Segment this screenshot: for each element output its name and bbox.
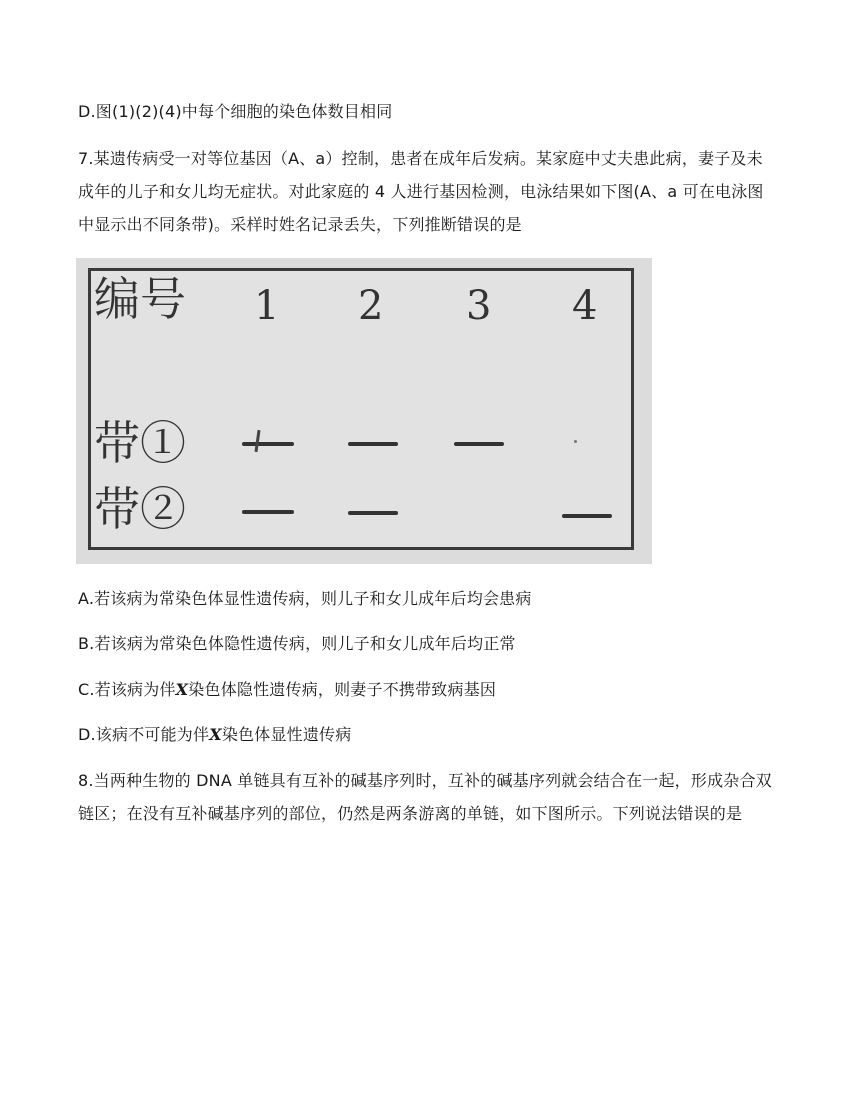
option-b: B.若该病为常染色体隐性遗传病，则儿子和女儿成年后均正常 bbox=[78, 634, 516, 653]
question-7-line-3: 中显示出不同条带)。采样时姓名记录丢失，下列推断错误的是 bbox=[78, 215, 522, 234]
column-label-4: 4 bbox=[572, 283, 598, 329]
question-8-line-1: 8.当两种生物的 DNA 单链具有互补的碱基序列时，互补的碱基序列就会结合在一起，形成杂合双 bbox=[78, 771, 772, 790]
option-d-x: X bbox=[209, 725, 222, 744]
option-c-post: 染色体隐性遗传病，则妻子不携带致病基因 bbox=[188, 680, 497, 699]
option-d-pre: D.该病不可能为伴 bbox=[78, 725, 210, 744]
option-d-previous: D.图(1)(2)(4)中每个细胞的染色体数目相同 bbox=[78, 102, 393, 121]
band-2-lane-1 bbox=[242, 510, 294, 514]
option-c-pre: C.若该病为伴 bbox=[78, 680, 176, 699]
option-d-post: 染色体显性遗传病 bbox=[221, 725, 352, 744]
question-8-line-2: 链区；在没有互补碱基序列的部位，仍然是两条游离的单链，如下图所示。下列说法错误的是 bbox=[78, 804, 743, 823]
lane-4-speck bbox=[574, 440, 577, 443]
band-1-label: 带① bbox=[94, 416, 186, 470]
option-a: A.若该病为常染色体显性遗传病，则儿子和女儿成年后均会患病 bbox=[78, 589, 532, 608]
option-d bbox=[78, 725, 351, 745]
option-c-x: X bbox=[175, 680, 189, 699]
band-2-lane-4 bbox=[562, 514, 612, 518]
band-1-lane-3 bbox=[454, 442, 504, 446]
column-label-3: 3 bbox=[466, 283, 492, 329]
figure-header-label: 编号 bbox=[94, 272, 186, 326]
question-7-line-1: 7.某遗传病受一对等位基因（A、a）控制，患者在成年后发病。某家庭中丈夫患此病，妻子及未 bbox=[78, 149, 763, 168]
electrophoresis-figure bbox=[76, 258, 652, 564]
band-2-lane-2 bbox=[348, 511, 398, 515]
question-7-line-2: 成年的儿子和女儿均无症状。对此家庭的 4 人进行基因检测，电泳结果如下图(A、a 可在电泳图 bbox=[78, 182, 764, 201]
option-c bbox=[78, 680, 496, 700]
band-2-label: 带② bbox=[94, 482, 186, 536]
band-1-lane-1 bbox=[242, 442, 294, 446]
band-1-lane-2 bbox=[348, 442, 398, 446]
column-label-1: 1 bbox=[254, 283, 280, 329]
column-label-2: 2 bbox=[358, 283, 384, 329]
